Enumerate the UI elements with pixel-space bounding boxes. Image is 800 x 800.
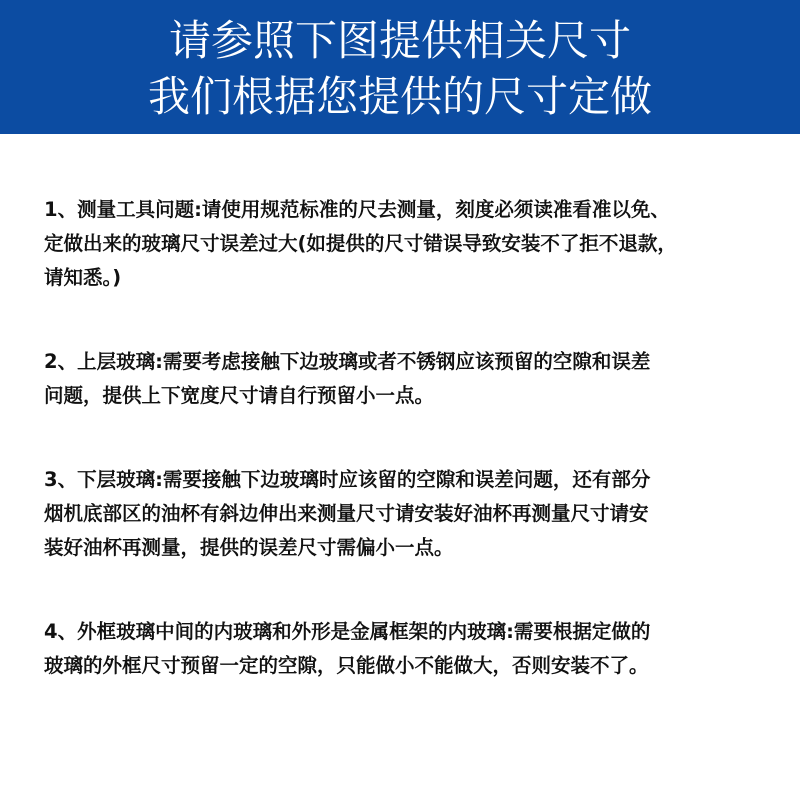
note-1 [44, 193, 770, 295]
note-3 [44, 463, 770, 565]
note-3-line-2: 烟机底部区的油杯有斜边伸出来测量尺寸请安装好油杯再测量尺寸请安 [44, 502, 649, 525]
note-4-line-1: 4、外框玻璃中间的内玻璃和外形是金属框架的内玻璃:需要根据定做的 [44, 620, 651, 643]
note-4 [44, 615, 770, 683]
note-4-line-2: 玻璃的外框尺寸预留一定的空隙，只能做小不能做大，否则安装不了。 [44, 654, 649, 677]
note-2-line-2: 问题，提供上下宽度尺寸请自行预留小一点。 [44, 384, 435, 407]
banner-title-line-2: 我们根据您提供的尺寸定做 [147, 72, 652, 121]
note-2 [44, 345, 770, 413]
header-banner [0, 0, 800, 134]
measurement-notes [44, 193, 770, 733]
note-1-line-2: 定做出来的玻璃尺寸误差过大(如提供的尺寸错误导致安装不了拒不退款， [44, 232, 677, 255]
note-2-line-1: 2、上层玻璃:需要考虑接触下边玻璃或者不锈钢应该预留的空隙和误差 [44, 350, 651, 373]
note-3-line-1: 3、下层玻璃:需要接触下边玻璃时应该留的空隙和误差问题，还有部分 [44, 468, 651, 491]
note-3-line-3: 装好油杯再测量，提供的误差尺寸需偏小一点。 [44, 536, 454, 559]
note-1-line-3: 请知悉。) [44, 266, 122, 289]
banner-title-line-1: 请参照下图提供相关尺寸 [168, 16, 631, 65]
note-1-line-1: 1、测量工具问题:请使用规范标准的尺去测量，刻度必须读准看准以免、 [44, 198, 670, 221]
